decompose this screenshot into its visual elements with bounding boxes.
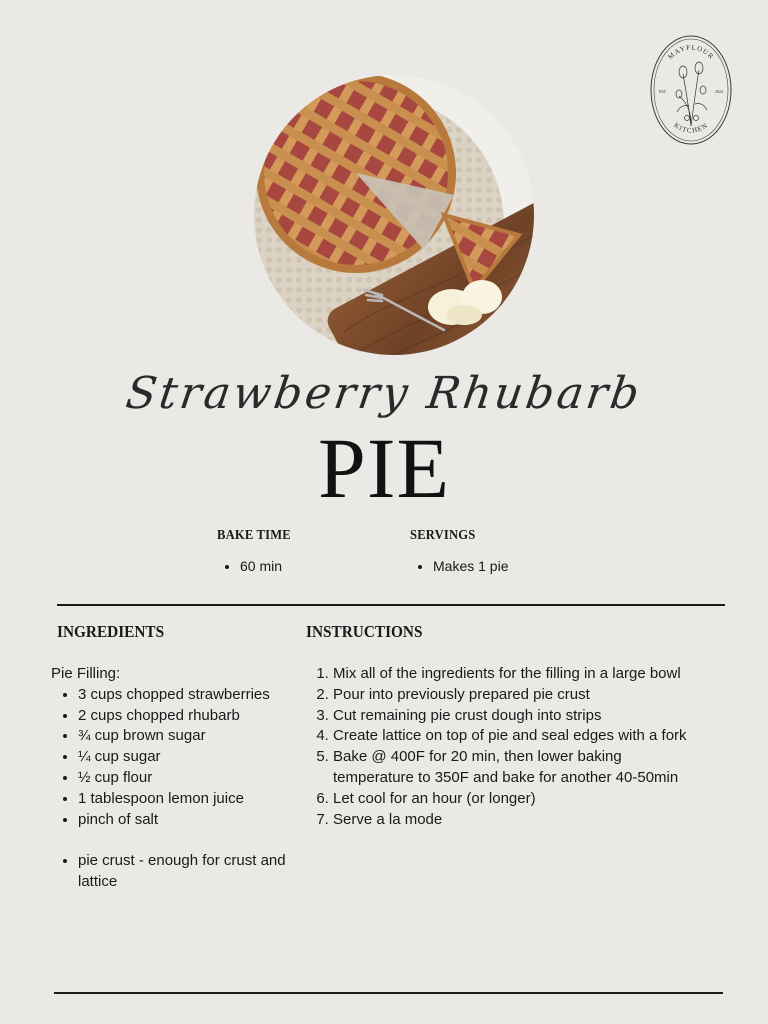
ingredients-list <box>51 664 291 893</box>
ingredient-item: • ¾ cup brown sugar <box>78 726 291 747</box>
brand-name-bottom: KITCHEN <box>672 121 710 135</box>
bake-time-block <box>217 528 299 576</box>
ingredient-item: • ¼ cup sugar <box>78 747 291 768</box>
brand-name-top: MAYFLOUR <box>666 43 716 62</box>
servings-value: • Makes 1 pie <box>433 556 508 576</box>
instruction-step: 7. Serve a la mode <box>333 810 706 831</box>
ingredient-item: • 3 cups chopped strawberries <box>78 685 291 706</box>
bake-time-value: • 60 min <box>240 556 299 576</box>
top-divider <box>57 604 725 606</box>
instruction-step: 3. Cut remaining pie crust dough into strips <box>333 706 706 727</box>
pie-photo <box>254 75 534 355</box>
ingredients-heading: INGREDIENTS <box>57 622 165 641</box>
recipe-title: PIE <box>318 420 450 516</box>
brand-year: 2024 <box>715 89 723 94</box>
instructions-heading: INSTRUCTIONS <box>306 622 423 641</box>
ingredient-item: • ½ cup flour <box>78 768 291 789</box>
ingredient-item: • 2 cups chopped rhubarb <box>78 706 291 727</box>
instruction-step: 5. Bake @ 400F for 20 min, then lower baking temperature to 350F and bake for another 40-50min <box>333 747 706 789</box>
instruction-step: 1. Mix all of the ingredients for the filling in a large bowl <box>333 664 706 685</box>
instruction-step: 2. Pour into previously prepared pie crust <box>333 685 706 706</box>
servings-block <box>410 528 508 576</box>
brand-logo <box>649 34 733 146</box>
instructions-list <box>306 664 706 830</box>
botanical-emblem-icon <box>649 34 733 146</box>
brand-est: EST. <box>659 89 667 94</box>
recipe-subtitle: Strawberry Rhubarb <box>122 368 646 419</box>
instruction-step: 6. Let cool for an hour (or longer) <box>333 789 706 810</box>
ingredient-item: • pinch of salt <box>78 810 291 831</box>
bake-time-label: BAKE TIME <box>217 528 291 543</box>
svg-text:MAYFLOUR <box>666 44 715 62</box>
ingredients-subheading: Pie Filling: <box>51 665 121 682</box>
ingredient-item: • 1 tablespoon lemon juice <box>78 789 291 810</box>
bottom-divider <box>54 992 723 994</box>
instruction-step: 4. Create lattice on top of pie and seal edges with a fork <box>333 726 706 747</box>
ingredient-item-crust: • pie crust - enough for crust and lattice <box>78 851 291 893</box>
servings-label: SERVINGS <box>410 528 476 543</box>
